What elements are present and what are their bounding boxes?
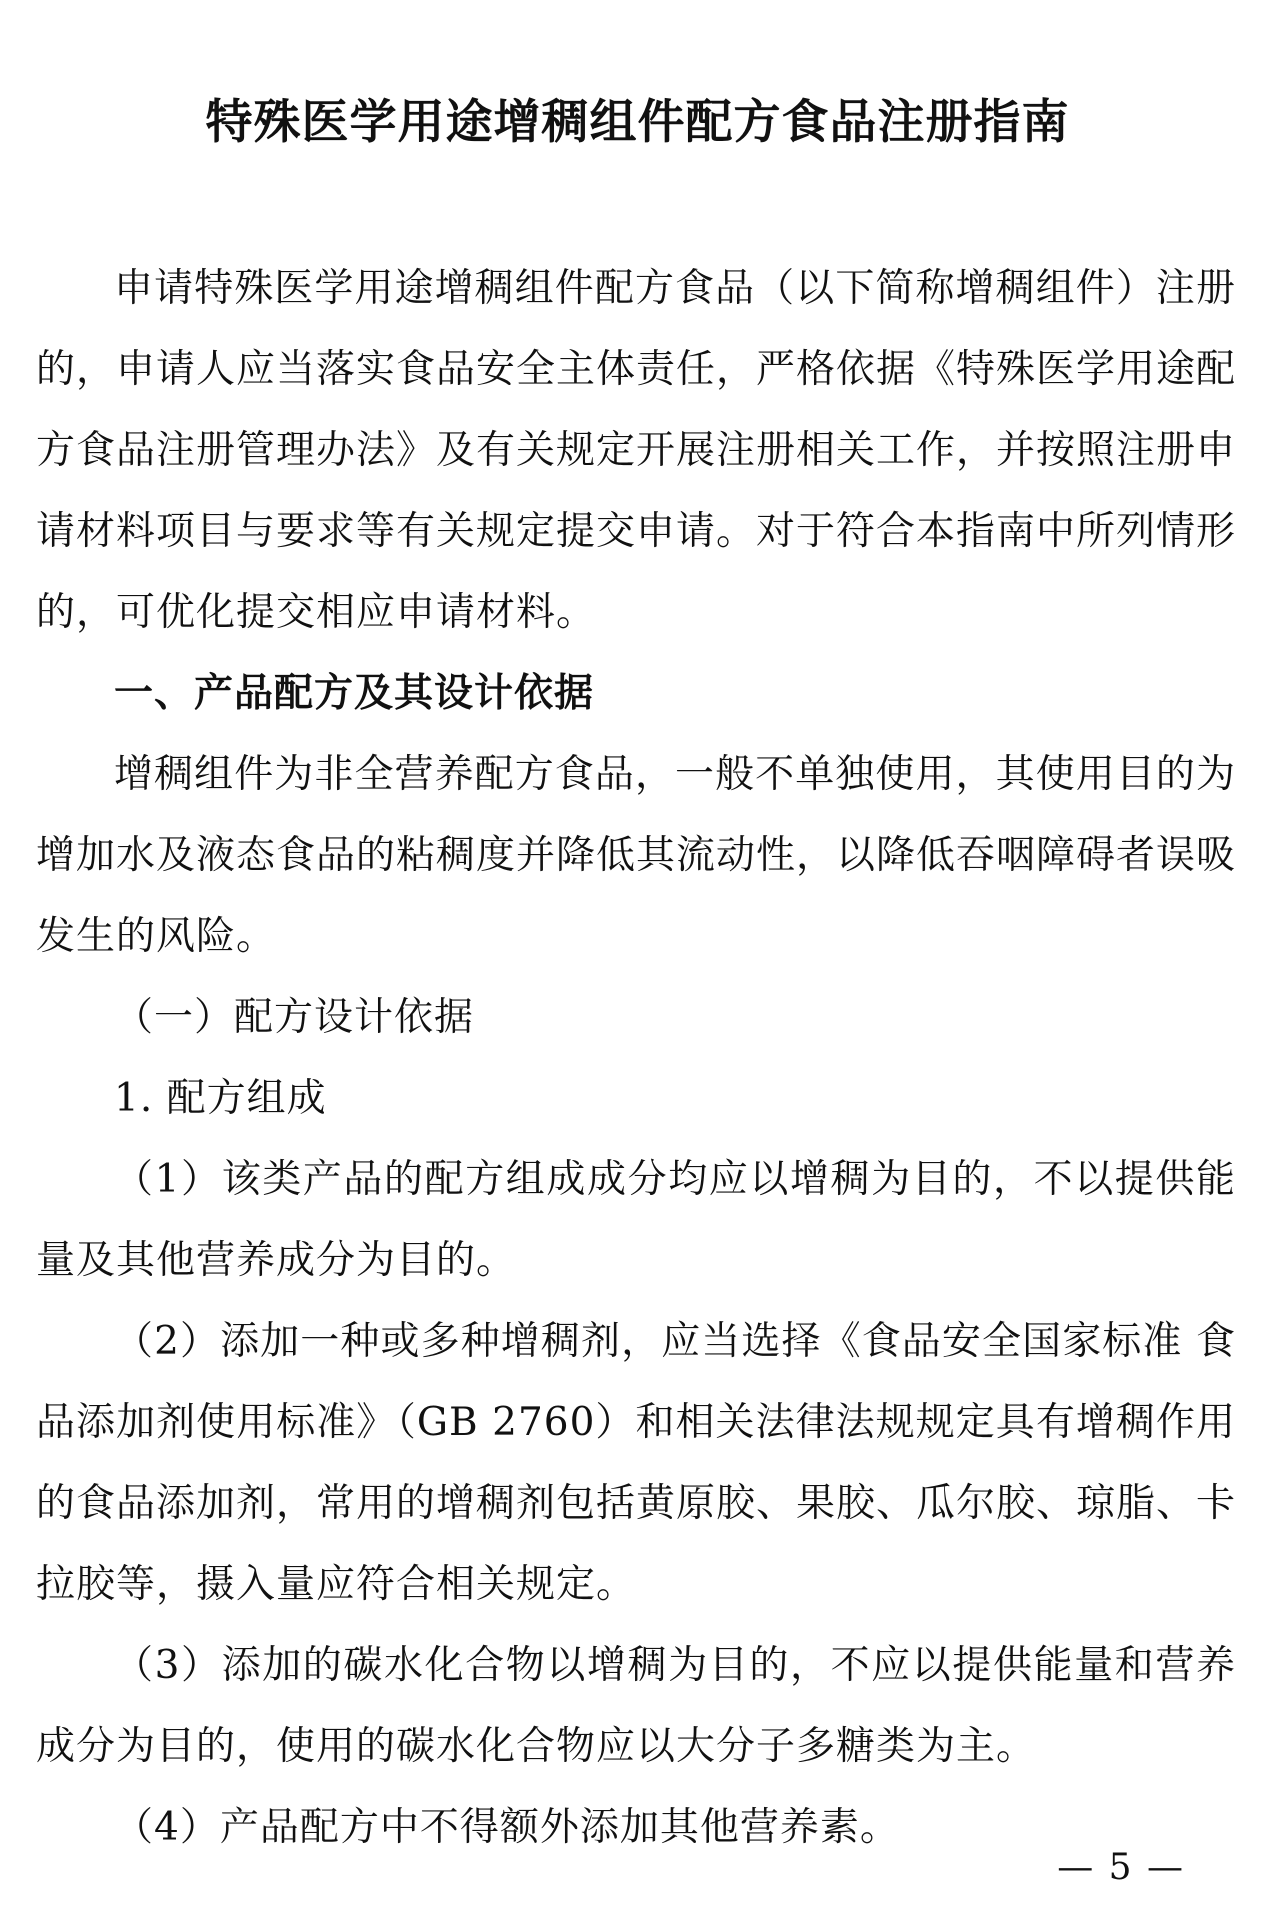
list-item-4: （4）产品配方中不得额外添加其他营养素。 bbox=[114, 1805, 900, 1850]
list-item-3: （3）添加的碳水化合物以增稠为目的，不应以提供能量和营养成分为目的，使用的碳水化合物应以大分子多糖类为主。 bbox=[36, 1643, 1236, 1769]
item-heading-formula-composition: 1. 配方组成 bbox=[114, 1076, 327, 1121]
document-title: 特殊医学用途增稠组件配方食品注册指南 bbox=[205, 95, 1070, 150]
section-paragraph-purpose: 增稠组件为非全营养配方食品，一般不单独使用，其使用目的为增加水及液态食品的粘稠度并降低其流动性，以降低吞咽障碍者误吸发生的风险。 bbox=[36, 752, 1237, 959]
subsection-heading-design-basis: （一）配方设计依据 bbox=[114, 995, 475, 1040]
intro-paragraph: 申请特殊医学用途增稠组件配方食品（以下简称增稠组件）注册的，申请人应当落实食品安全主体责任，严格依据《特殊医学用途配方食品注册管理办法》及有关规定开展注册相关工作，并按照注册申请材料项目与要求等有关规定提交申请。对于符合本指南中所列情形的，可优化提交相应申请材料。 bbox=[36, 266, 1237, 635]
list-item-1: （1）该类产品的配方组成成分均应以增稠为目的，不以提供能量及其他营养成分为目的。 bbox=[36, 1157, 1236, 1283]
page-number: — 5 — bbox=[1057, 1847, 1185, 1888]
document-body bbox=[36, 248, 1236, 1868]
section-heading-product-formula: 一、产品配方及其设计依据 bbox=[114, 671, 595, 716]
list-item-2: （2）添加一种或多种增稠剂，应当选择《食品安全国家标准 食品添加剂使用标准》（GB 2760）和相关法律法规规定具有增稠作用的食品添加剂，常用的增稠剂包括黄原胶、果胶、瓜尔胶、琼脂、卡拉胶等，摄入量应符合相关规定。 bbox=[36, 1319, 1237, 1607]
